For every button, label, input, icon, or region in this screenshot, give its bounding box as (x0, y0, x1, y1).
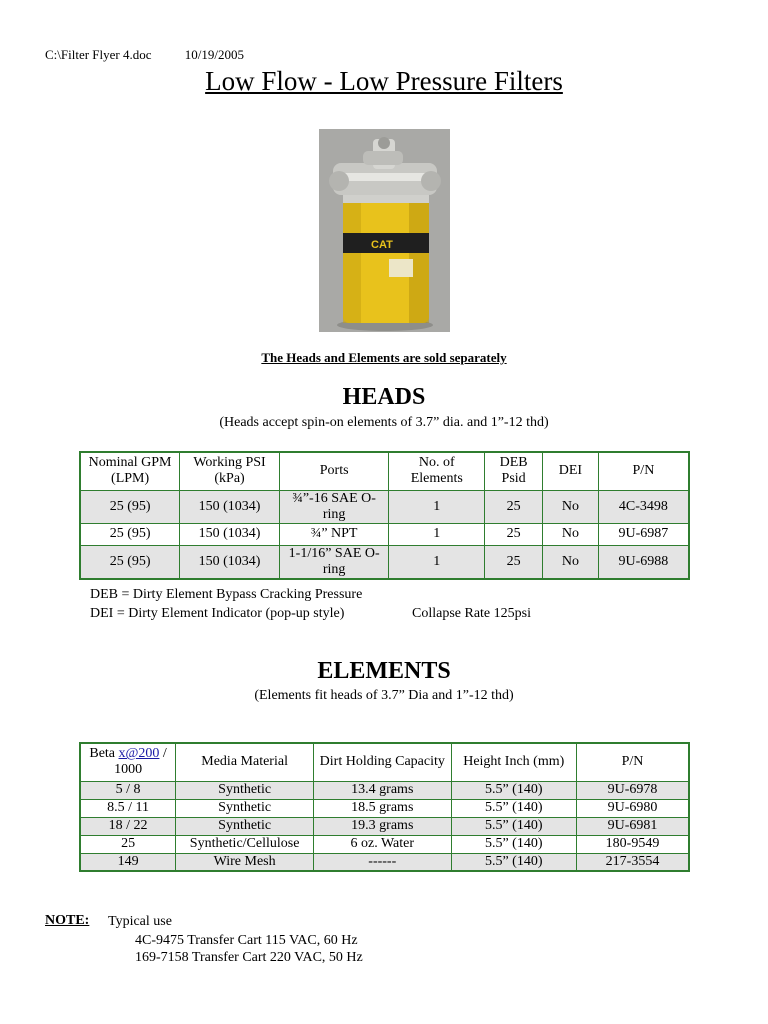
cell-beta: 5 / 8 (80, 781, 176, 799)
note-label: NOTE: (45, 913, 90, 928)
cell-beta: 18 / 22 (80, 817, 176, 835)
cell-media: Synthetic (176, 799, 314, 817)
col-pn: P/N (576, 743, 689, 781)
col-gpm: Nominal GPM (LPM) (80, 452, 180, 490)
heads-table (79, 451, 690, 580)
cell-pn: 4C-3498 (598, 490, 689, 523)
cell-height: 5.5” (140) (451, 817, 576, 835)
cell-pn: 9U-6981 (576, 817, 689, 835)
cell-pn: 9U-6988 (598, 545, 689, 579)
col-height: Height Inch (mm) (451, 743, 576, 781)
cell-dei: No (543, 490, 599, 523)
cell-ports: ¾”-16 SAE O-ring (279, 490, 389, 523)
cell-capacity: 19.3 grams (314, 817, 451, 835)
cell-elements: 1 (389, 490, 485, 523)
cell-psi: 150 (1034) (180, 490, 280, 523)
beta-prefix: Beta (89, 746, 119, 762)
cell-media: Synthetic (176, 781, 314, 799)
cell-pn: 180-9549 (576, 835, 689, 853)
col-deb: DEB Psid (485, 452, 543, 490)
cell-dei: No (543, 523, 599, 545)
cell-psi: 150 (1034) (180, 545, 280, 579)
page-title: Low Flow - Low Pressure Filters (205, 66, 563, 96)
sold-separately-note: The Heads and Elements are sold separately (261, 350, 507, 365)
cell-ports: ¾” NPT (279, 523, 389, 545)
cell-deb: 25 (485, 545, 543, 579)
cell-pn: 9U-6980 (576, 799, 689, 817)
cell-pn: 9U-6987 (598, 523, 689, 545)
beta-suffix: / 1000 (114, 746, 167, 778)
cell-media: Synthetic/Cellulose (176, 835, 314, 853)
cell-pn: 9U-6978 (576, 781, 689, 799)
heads-section-title: HEADS (342, 384, 426, 410)
table-row (80, 835, 689, 853)
cell-capacity: 6 oz. Water (314, 835, 451, 853)
brand-label: CAT (371, 239, 393, 251)
col-dei: DEI (543, 452, 599, 490)
cell-height: 5.5” (140) (451, 853, 576, 871)
elements-table (79, 742, 690, 872)
col-beta (80, 743, 176, 781)
table-row (80, 799, 689, 817)
note-line-2: 169-7158 Transfer Cart 220 VAC, 50 Hz (135, 950, 363, 965)
cell-capacity: 18.5 grams (314, 799, 451, 817)
cell-deb: 25 (485, 523, 543, 545)
cell-deb: 25 (485, 490, 543, 523)
cell-beta: 8.5 / 11 (80, 799, 176, 817)
cell-pn: 217-3554 (576, 853, 689, 871)
collapse-rate: Collapse Rate 125psi (412, 606, 531, 621)
beta-ratio-link[interactable]: x@200 (118, 746, 160, 762)
col-media: Media Material (176, 743, 314, 781)
col-psi: Working PSI (kPa) (180, 452, 280, 490)
cell-dei: No (543, 545, 599, 579)
col-pn: P/N (598, 452, 689, 490)
cell-gpm: 25 (95) (80, 490, 180, 523)
col-ports: Ports (279, 452, 389, 490)
table-row (80, 545, 689, 579)
heads-section-subtitle: (Heads accept spin-on elements of 3.7” dia. and 1”-12 thd) (219, 415, 549, 430)
note-line-1: 4C-9475 Transfer Cart 115 VAC, 60 Hz (135, 933, 358, 948)
cell-height: 5.5” (140) (451, 799, 576, 817)
deb-legend: DEB = Dirty Element Bypass Cracking Pressure (90, 587, 363, 602)
table-row (80, 490, 689, 523)
heads-header-row (80, 452, 689, 490)
cell-media: Synthetic (176, 817, 314, 835)
cell-height: 5.5” (140) (451, 781, 576, 799)
file-path: C:\Filter Flyer 4.doc (45, 47, 152, 62)
table-row (80, 523, 689, 545)
cell-gpm: 25 (95) (80, 545, 180, 579)
filter-illustration (319, 129, 450, 332)
table-row (80, 817, 689, 835)
table-row (80, 853, 689, 871)
cell-capacity: 13.4 grams (314, 781, 451, 799)
cell-capacity: ------ (314, 853, 451, 871)
elements-section-title: ELEMENTS (317, 658, 451, 684)
document-header (45, 47, 244, 63)
cell-elements: 1 (389, 523, 485, 545)
cell-height: 5.5” (140) (451, 835, 576, 853)
cell-media: Wire Mesh (176, 853, 314, 871)
note-intro: Typical use (108, 914, 172, 929)
cell-psi: 150 (1034) (180, 523, 280, 545)
document-date: 10/19/2005 (184, 47, 245, 62)
cell-beta: 25 (80, 835, 176, 853)
col-elements: No. of Elements (389, 452, 485, 490)
cell-elements: 1 (389, 545, 485, 579)
cell-gpm: 25 (95) (80, 523, 180, 545)
cell-beta: 149 (80, 853, 176, 871)
cell-ports: 1-1/16” SAE O-ring (279, 545, 389, 579)
elements-section-subtitle: (Elements fit heads of 3.7” Dia and 1”-12 thd) (254, 688, 514, 703)
col-capacity: Dirt Holding Capacity (314, 743, 451, 781)
table-row (80, 781, 689, 799)
dei-legend: DEI = Dirty Element Indicator (pop-up style) (90, 606, 345, 621)
elements-header-row (80, 743, 689, 781)
filter-photo (319, 129, 450, 332)
